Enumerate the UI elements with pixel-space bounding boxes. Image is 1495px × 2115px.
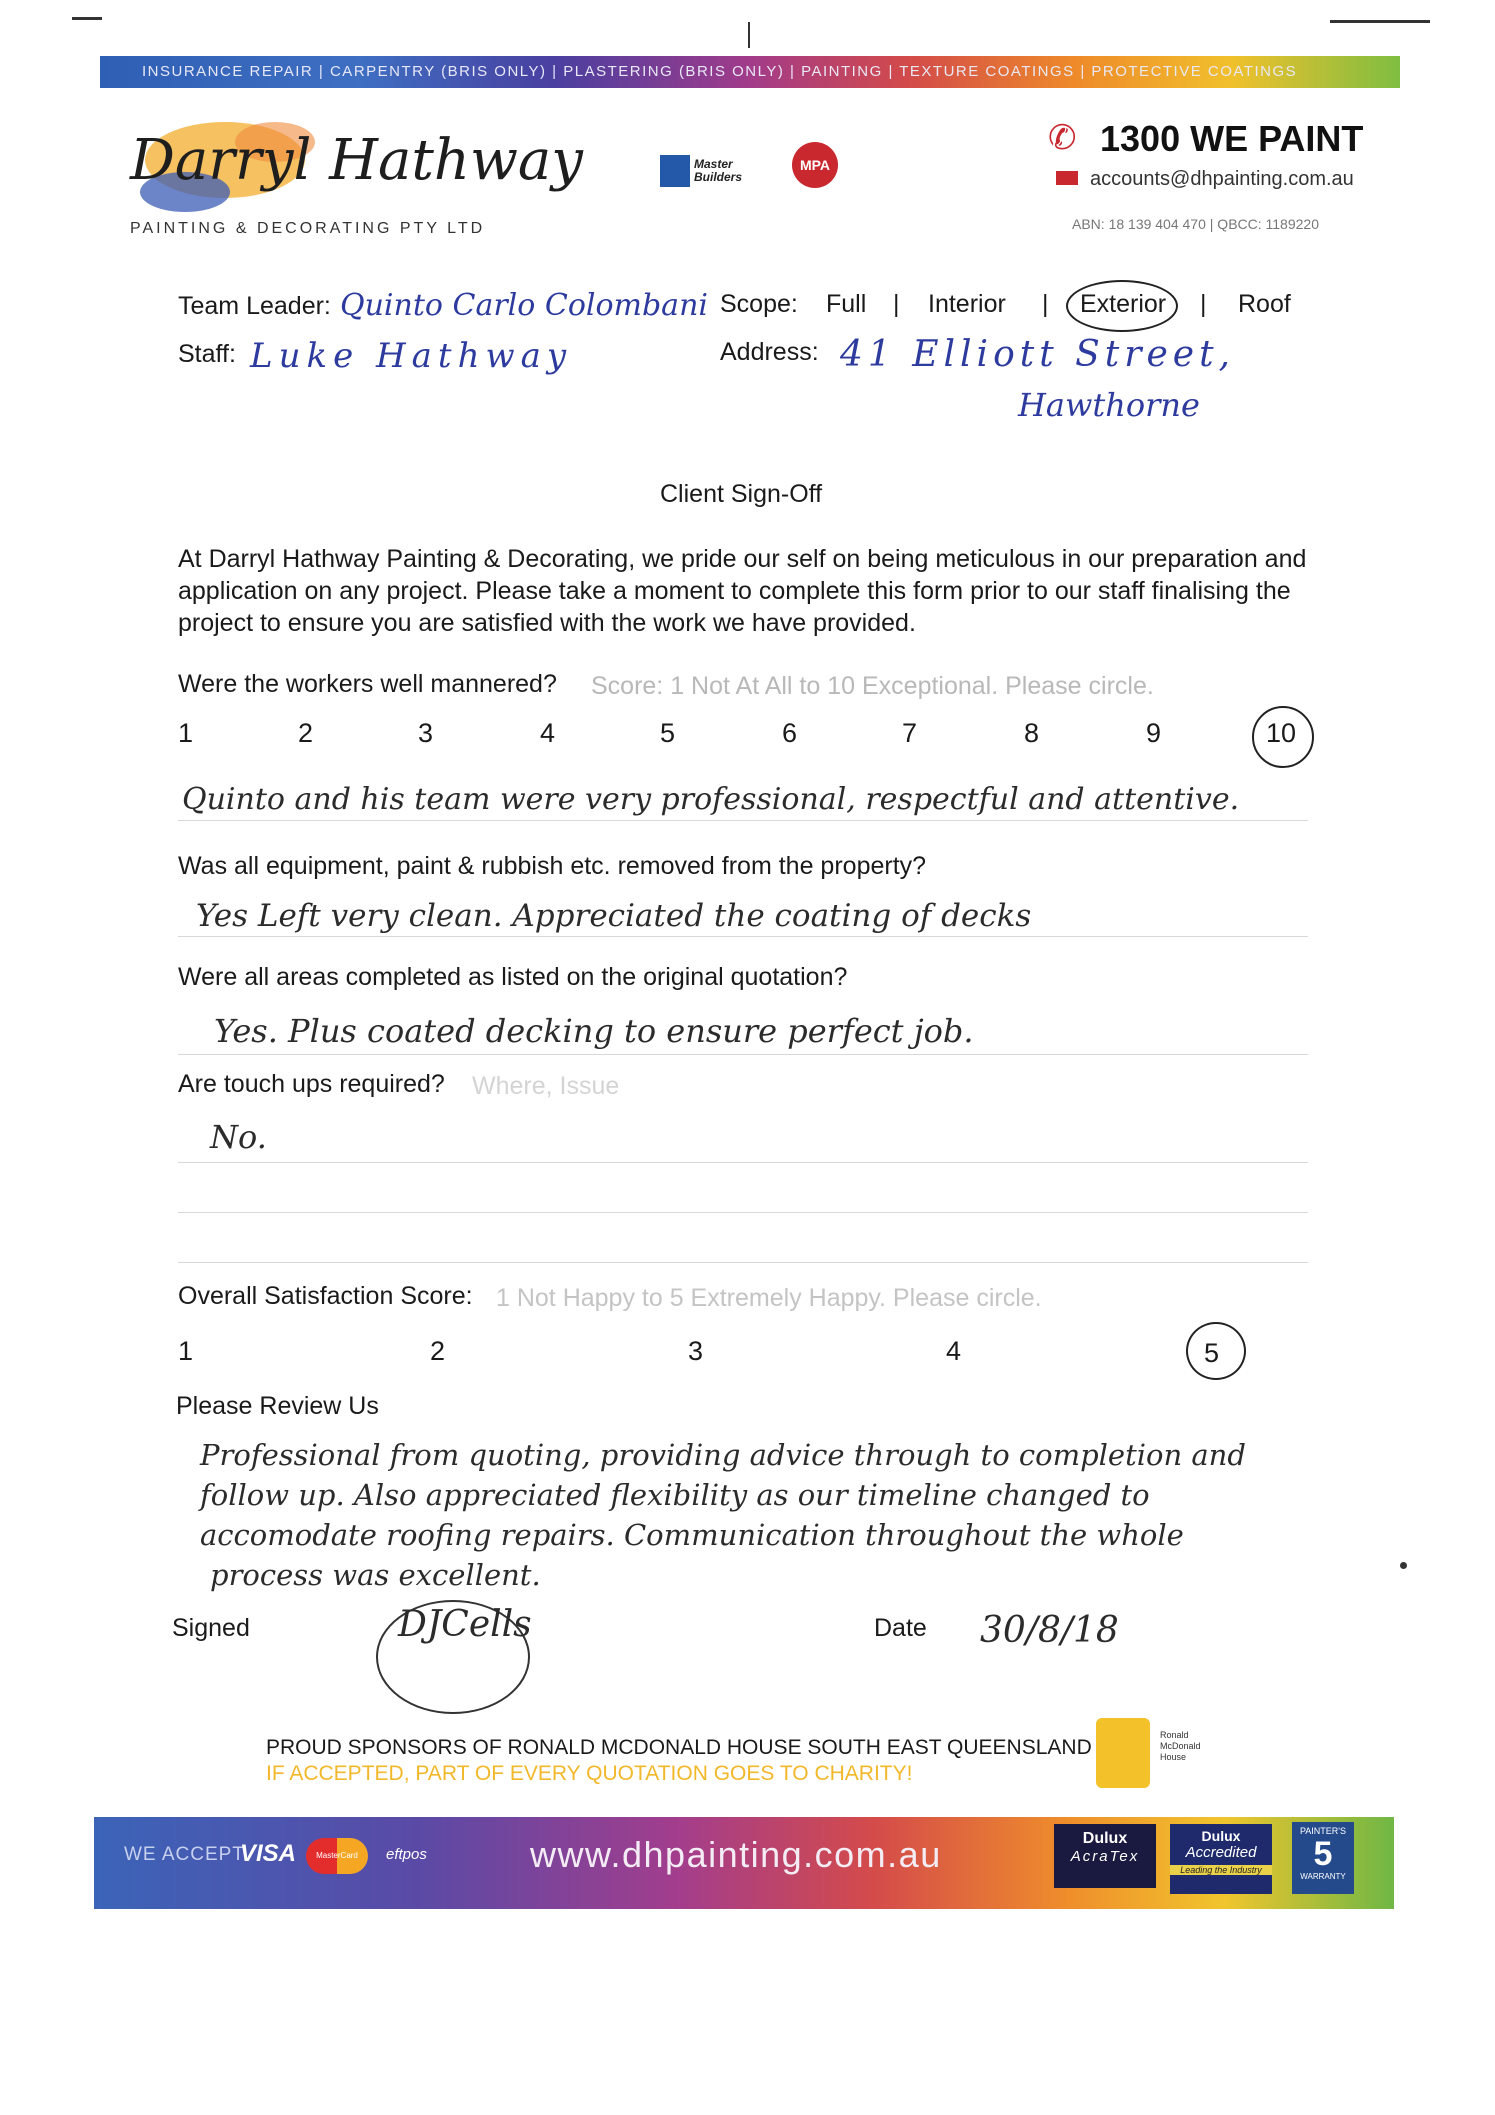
scan-dot [1400, 1562, 1407, 1569]
scan-mark-left [72, 17, 102, 20]
signature: DJCells [398, 1604, 532, 1645]
phone-number: 1300 WE PAINT [1100, 118, 1364, 159]
master-builders-icon [660, 155, 690, 187]
date-value: 30/8/18 [980, 1610, 1119, 1651]
intro-paragraph: At Darryl Hathway Painting & Decorating, we pride our self on being meticulous in our preparation and application on any project. Please take a moment to complete this form prior to our staff finalising the project to ensure you are satisfied with the work we have provided. [178, 545, 1307, 637]
scope-divider: | [1042, 290, 1049, 318]
q1-scale-9: 9 [1146, 718, 1162, 748]
review-line: accomodate roofing repairs. Communication throughout the whole [200, 1518, 1184, 1552]
q2-question: Was all equipment, paint & rubbish etc. removed from the property? [178, 852, 927, 880]
sponsor-line: PROUD SPONSORS OF RONALD MCDONALD HOUSE SOUTH EAST QUEENSLAND [266, 1736, 1092, 1759]
address-line-1: 41 Elliott Street, [840, 334, 1235, 375]
answer-rule [178, 1054, 1308, 1055]
mastercard-logo: MasterCard [306, 1838, 368, 1874]
q4-answer: No. [210, 1118, 267, 1156]
scan-mark-center [748, 22, 750, 48]
email-icon [1056, 171, 1078, 185]
answer-rule [178, 820, 1308, 821]
q1-scale-3: 3 [418, 718, 434, 748]
q4-hint: Where, Issue [472, 1072, 620, 1100]
answer-rule [178, 1212, 1308, 1213]
rmh-logo [1096, 1718, 1150, 1788]
email-address: accounts@dhpainting.com.au [1090, 168, 1354, 190]
address-line-2: Hawthorne [1018, 386, 1200, 424]
master-builders-logo: Master Builders [660, 152, 760, 190]
q5-selected-circle [1186, 1322, 1246, 1380]
scope-option-exterior: Exterior [1080, 290, 1167, 318]
date-label: Date [874, 1614, 927, 1642]
q5-question: Overall Satisfaction Score: [178, 1282, 473, 1310]
signed-label: Signed [172, 1614, 250, 1642]
answer-rule [178, 1162, 1308, 1163]
q1-scale-7: 7 [902, 718, 918, 748]
q1-scale-2: 2 [298, 718, 314, 748]
website: www.dhpainting.com.au [530, 1834, 942, 1875]
scope-option-full: Full [826, 290, 867, 318]
scope-label: Scope: [720, 290, 798, 318]
review-line: process was excellent. [210, 1558, 541, 1592]
we-accept-label: WE ACCEPT [124, 1844, 245, 1865]
dulux-accredited-badge: Dulux Accredited Leading the Industry [1170, 1824, 1272, 1894]
address-label: Address: [720, 338, 819, 366]
q1-scale-1: 1 [178, 718, 194, 748]
q1-selected-circle [1252, 706, 1314, 768]
q4-question: Are touch ups required? [178, 1070, 445, 1098]
q1-answer: Quinto and his team were very professional, respectful and attentive. [182, 782, 1240, 817]
form-title: Client Sign-Off [660, 480, 823, 508]
team-leader-value: Quinto Carlo Colombani [340, 288, 708, 323]
abn-text: ABN: 18 139 404 470 | QBCC: 1189220 [1072, 216, 1319, 232]
scope-exterior-circle [1066, 280, 1178, 332]
q5-scale-1: 1 [178, 1336, 194, 1366]
q1-scale-6: 6 [782, 718, 798, 748]
q5-scale-2: 2 [430, 1336, 446, 1366]
q1-scale-4: 4 [540, 718, 556, 748]
review-label: Please Review Us [176, 1392, 379, 1420]
q1-scale-5: 5 [660, 718, 676, 748]
charity-line: IF ACCEPTED, PART OF EVERY QUOTATION GOES TO CHARITY! [266, 1762, 913, 1785]
q3-question: Were all areas completed as listed on the original quotation? [178, 963, 848, 991]
q1-hint: Score: 1 Not At All to 10 Exceptional. Please circle. [591, 672, 1154, 700]
phone-icon: ✆ [1048, 119, 1077, 157]
q1-question: Were the workers well mannered? [178, 670, 557, 698]
services-banner: INSURANCE REPAIR | CARPENTRY (BRIS ONLY) | PLASTERING (BRIS ONLY) | PAINTING | TEXTURE COATINGS | PROTECTIVE COATINGS [100, 56, 1400, 88]
dulux-acratex-badge: Dulux AcraTex [1054, 1824, 1156, 1888]
scope-divider: | [1200, 290, 1207, 318]
staff-value: Luke Hathway [250, 336, 573, 376]
warranty-badge: PAINTER'S 5 WARRANTY [1292, 1822, 1354, 1894]
q2-answer: Yes Left very clean. Appreciated the coating of decks [196, 898, 1032, 934]
answer-rule [178, 936, 1308, 937]
scan-mark-right [1330, 20, 1430, 23]
scope-option-roof: Roof [1238, 290, 1291, 318]
eftpos-logo: eftpos [386, 1846, 427, 1863]
q5-hint: 1 Not Happy to 5 Extremely Happy. Please circle. [496, 1284, 1042, 1312]
q1-scale-10: 10 [1266, 718, 1297, 748]
rmh-logo-text: Ronald McDonald House [1160, 1730, 1201, 1762]
company-signature: Darryl Hathway [130, 128, 583, 193]
team-leader-label: Team Leader: [178, 292, 331, 320]
company-tagline: PAINTING & DECORATING PTY LTD [130, 220, 486, 237]
answer-rule [178, 1262, 1308, 1263]
q5-scale-5: 5 [1204, 1338, 1220, 1368]
review-line: follow up. Also appreciated flexibility as our timeline changed to [200, 1478, 1150, 1512]
q5-scale-3: 3 [688, 1336, 704, 1366]
review-line: Professional from quoting, providing advice through to completion and [200, 1438, 1246, 1472]
mpa-logo: MPA [792, 142, 838, 188]
q5-scale-4: 4 [946, 1336, 962, 1366]
staff-label: Staff: [178, 340, 236, 368]
q1-scale-8: 8 [1024, 718, 1040, 748]
visa-logo: VISA [240, 1840, 297, 1867]
scope-divider: | [893, 290, 900, 318]
scope-option-interior: Interior [928, 290, 1006, 318]
q3-answer: Yes. Plus coated decking to ensure perfect job. [214, 1012, 974, 1050]
